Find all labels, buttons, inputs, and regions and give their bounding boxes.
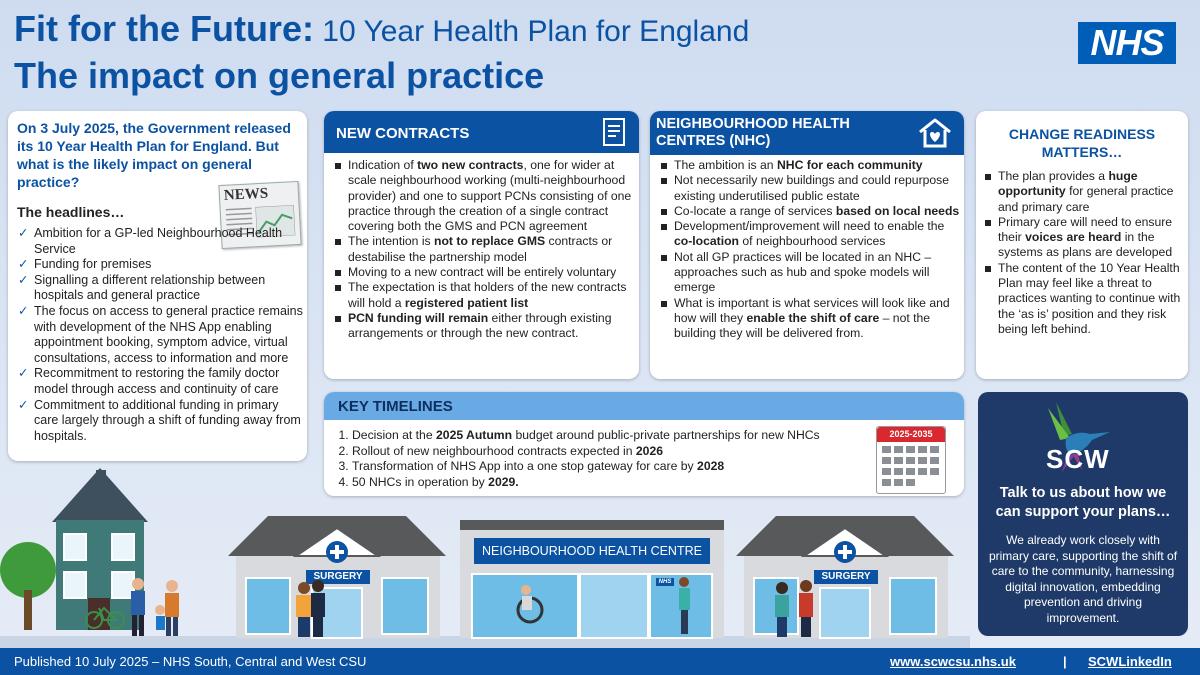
footer-linkedin-link[interactable]: SCWLinkedIn [1088, 654, 1172, 669]
list-item-text: two new contracts [417, 158, 524, 172]
list-item [330, 265, 634, 280]
list-item-text: , one for wider at scale neighbourhood working (multi-neighbourhood provider) and one to support PCNs consisting of one practice through the creation of a single contract covering both the GMS and PCN agreement [348, 158, 632, 234]
headline-item: ✓ Funding for premises [16, 257, 304, 273]
list-item-text: Indication of [348, 158, 418, 172]
list-item [656, 173, 960, 204]
headline-item: ✓ Commitment to additional funding in primary care largely through a shift of funding away from hospitals. [16, 398, 304, 445]
timelines-header [324, 392, 964, 420]
list-item-text: for general practice and primary care [998, 184, 1174, 214]
list-item-text: in the systems as plans are developed [998, 230, 1173, 260]
headlines-list [16, 226, 304, 444]
list-item-text: huge opportunity [998, 169, 1138, 199]
house-heart-icon [918, 117, 952, 149]
list-item-text: 2026 [635, 443, 664, 458]
readiness-card [976, 111, 1188, 379]
list-item [352, 444, 892, 460]
scw-panel [978, 392, 1188, 636]
list-item-text: 2028 [697, 459, 725, 473]
contracts-header [324, 111, 639, 153]
list-item [656, 204, 960, 219]
headline-item: ✓ Ambition for a GP-led Neighbourhood Health Service [16, 226, 304, 257]
list-item [656, 158, 960, 173]
list-item-text: enable the shift of care [746, 310, 880, 325]
list-item-text: budget around public-private partnerships for new NHCs [512, 428, 820, 442]
list-item-text: Not all GP practices will be located in an NHC – approaches such as hub and spoke models will emerge [674, 249, 932, 295]
list-item-text: PCN funding will remain [348, 310, 489, 325]
scw-body: We already work closely with primary care, supporting the shift of care to the community, harnessing digital innovation, embedding prevention and driving improvement. [988, 533, 1178, 625]
footer-website-link[interactable]: www.scwcsu.nhs.uk [890, 654, 1016, 669]
list-item [656, 219, 960, 250]
nhs-logo: NHS [1078, 22, 1176, 64]
title-bold: Fit for the Future: [14, 8, 314, 49]
list-item-text: either through existing arrangements or through the new contract. [348, 310, 612, 341]
calendar-label: 2025-2035 [877, 427, 945, 442]
list-item-text: not to replace GMS [434, 234, 546, 249]
readiness-list [980, 169, 1184, 337]
list-item-text: contracts or destabilise the partnership model [348, 234, 613, 264]
list-item-text: Transformation of NHS App into a one stop gateway for care by [352, 459, 698, 473]
footer-published: Published 10 July 2025 – NHS South, Central and West CSU [14, 654, 367, 669]
timelines-title: KEY TIMELINES [338, 398, 453, 415]
list-item-text: voices are heard [1025, 230, 1122, 245]
list-item [330, 280, 634, 311]
list-item-text: Decision at the [352, 428, 437, 442]
list-item [330, 158, 634, 234]
right-surgery-sign: SURGERY [821, 571, 871, 582]
left-surgery-sign: SURGERY [313, 571, 363, 582]
list-item-text: Moving to a new contract will be entirely voluntary [348, 265, 617, 280]
list-item [330, 311, 634, 342]
intro-lead: On 3 July 2025, the Government released its 10 Year Health Plan for England. But what is the likely impact on general practice? [17, 120, 291, 190]
list-item-text: Co-locate a range of services [674, 203, 836, 218]
list-item-text: Development/improvement will need to enable the [674, 219, 945, 234]
newspaper-label: NEWS [223, 185, 269, 204]
nhc-header [650, 111, 964, 155]
list-item-text: The content of the 10 Year Health Plan may feel like a threat to practices wanting to continue with the ‘as is’ position and they risk being left behind. [998, 260, 1181, 336]
list-item-text: NHC for each community [776, 158, 923, 172]
list-item-text: The plan provides a [998, 169, 1109, 183]
page-subtitle: The impact on general practice [14, 55, 545, 96]
contracts-card [324, 111, 639, 379]
list-item-text: The expectation is that holders of the new contracts will hold a [348, 280, 627, 310]
list-item [352, 428, 892, 444]
list-item-text: 2025 Autumn [436, 428, 513, 442]
nhc-list [656, 158, 960, 342]
nhc-sign: NEIGHBOURHOOD HEALTH CENTRE [482, 544, 702, 558]
list-item-text: 50 NHCs in operation by [352, 474, 489, 489]
nhc-card [650, 111, 964, 379]
list-item-text: 2029. [488, 474, 519, 489]
readiness-title: CHANGE READINESS MATTERS… [1008, 126, 1156, 160]
list-item [656, 296, 960, 342]
list-item-text: Rollout of new neighbourhood contracts expected in [352, 443, 636, 458]
headline-item: ✓ Recommitment to restoring the family doctor model through access and continuity of care [16, 366, 304, 397]
document-icon [603, 118, 625, 146]
list-item-text: Not necessarily new buildings and could repurpose existing underutilised public estate [674, 173, 950, 203]
list-item [656, 250, 960, 296]
list-item-text: Primary care will need to ensure their [998, 214, 1173, 245]
list-item [980, 261, 1184, 337]
list-item-text: The ambition is an [674, 158, 777, 172]
nhc-title: NEIGHBOURHOOD HEALTH CENTRES (NHC) [656, 116, 850, 149]
page-title [14, 8, 749, 50]
list-item-text: The intention is [348, 234, 435, 249]
headline-item: ✓ Signalling a different relationship between hospitals and general practice [16, 273, 304, 304]
list-item [980, 215, 1184, 261]
list-item-text: What is important is what services will look like and how will they [674, 295, 950, 325]
headline-item: ✓ The focus on access to general practice remains with development of the NHS App enabling appointment booking, symptom advice, virtual consultations, access to information and more [16, 304, 304, 366]
list-item-text: based on local needs [835, 203, 960, 218]
list-item-text: – not the building they will be delivered from. [674, 310, 931, 341]
list-item [330, 234, 634, 265]
contracts-list [330, 158, 634, 342]
contracts-title: NEW CONTRACTS [336, 125, 470, 142]
headlines-title: The headlines… [17, 204, 125, 220]
list-item-text: of neighbourhood services [739, 234, 886, 249]
intro-card [8, 111, 307, 461]
title-rest: 10 Year Health Plan for England [313, 15, 750, 48]
scw-logo-text: SCW [1046, 444, 1110, 474]
list-item-text: registered patient list [404, 295, 529, 310]
footer-separator: | [1063, 654, 1067, 669]
nhc-small-logo: NHS [658, 579, 672, 585]
footer [0, 648, 1200, 675]
list-item [980, 169, 1184, 215]
scw-heading: Talk to us about how we can support your plans… [995, 485, 1171, 520]
list-item-text: co-location [674, 234, 740, 249]
